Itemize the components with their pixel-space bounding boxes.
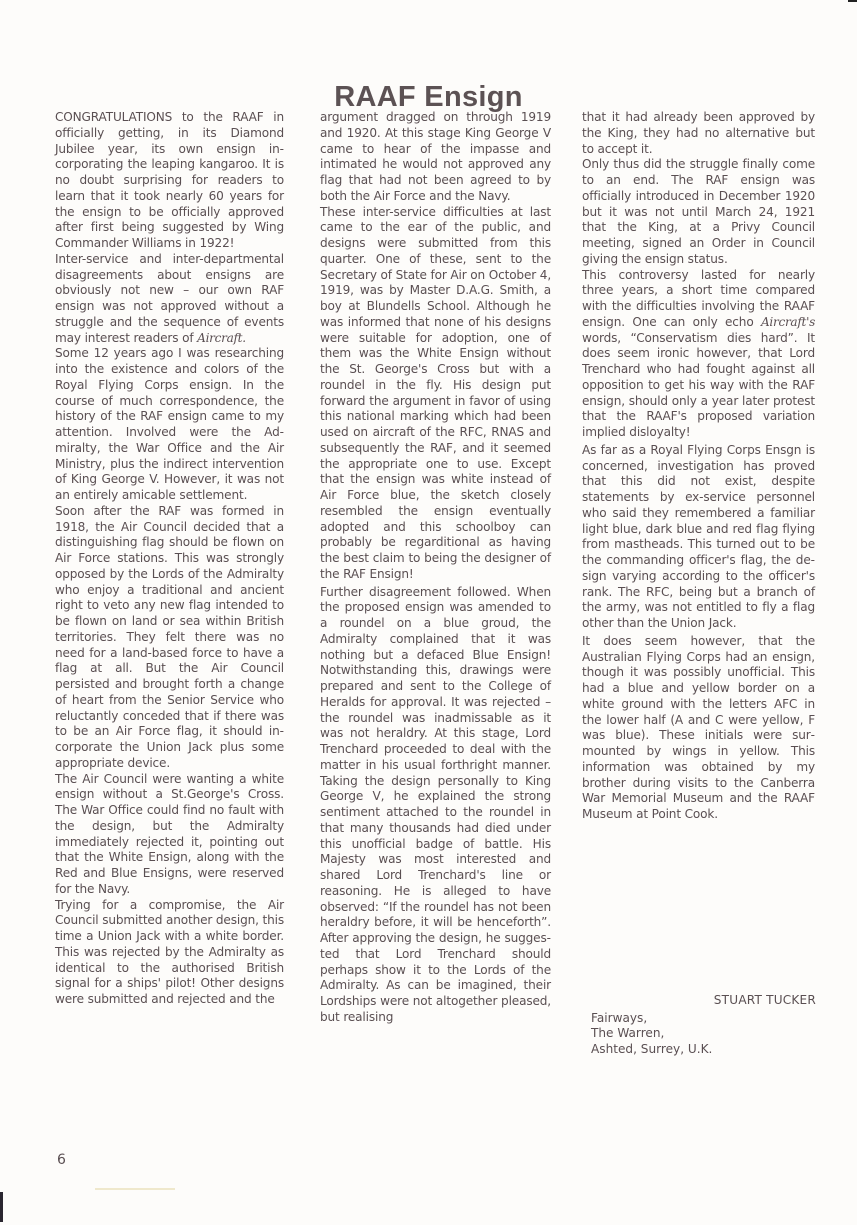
scan-edge-bar bbox=[0, 1192, 3, 1222]
paragraph: Only thus did the struggle finally come to an end. The RAF ensign was officially introduced in December 1920 but it was not until March 24, 1921 that the King, at a Privy Council meeting, signed an Order in Council giving the ensign status. bbox=[582, 157, 815, 266]
paragraph: These inter-service difficulties at last came to the ear of the public, and designs were submitted from this quarter. One of these, sent to the Secretary of State for Air on October 4, 1919, was by Master D.A.G. Smith, a boy at Blundells School. Although he was informed that none of his designs were suitable for adoption, one of them was the White Ensign without the St. George's Cross but with a roundel in the fly. His design put forward the argument in favor of using this national marking which had been used on aircraft of the RFC, RNAS and subsequently the RAF, and it seemed the appropriate one to use. Except that the ensign was white instead of Air Force blue, the sketch closely resembled the ensign eventually adopted and this schoolboy can probably be regarditional as having the best claim to being the designer of the RAF Ensign! bbox=[320, 204, 552, 581]
address-line: Fairways, bbox=[591, 1010, 648, 1025]
paragraph-text: This controversy lasted for nearly three years, a short time compared with the difficulties involving the RAAF ensign. One can only echo bbox=[582, 267, 815, 329]
scan-smudge bbox=[95, 1188, 175, 1190]
paragraph: Soon after the RAF was formed in 1918, the Air Council decided that a distinguishing flag should be flown on Air Force stations. This was strongly opposed by the Lords of the Admiralty who enjoy a traditional and ancient right to veto any new flag intended to be flown on land or sea within British territories. They felt there was no need for a land-based force to have a flag at all. But the Air Council persisted and brought forth a change of heart from the Senior Service who reluctantly conceded that if there was to be an Air Force flag, it should incorporate the Union Jack plus some appropriate device. bbox=[55, 503, 284, 770]
text-column-1 bbox=[55, 110, 284, 1008]
paragraph bbox=[55, 252, 284, 347]
paragraph: The Air Council were wanting a white ensign without a St.George's Cross. The War Office could find no fault with the design, but the Admiralty immediately rejected it, pointing out that the White Ensign, along with the Red and Blue Ensigns, were reserved for the Navy. bbox=[55, 771, 284, 896]
text-column-2 bbox=[320, 110, 551, 1026]
author-name: STUART TUCKER bbox=[713, 993, 816, 1007]
paragraph-text: Inter-service and inter-departmental disagreements about ensigns are obviously not new – our own RAF ensign was not approved without a struggle and the sequence of events may interest readers of bbox=[55, 251, 284, 345]
address-line: Ashted, Surrey, U.K. bbox=[591, 1041, 713, 1056]
page-number: 6 bbox=[57, 1152, 66, 1168]
magazine-name: Aircraft's bbox=[760, 314, 815, 329]
paragraph: CONGRATULATIONS to the RAAF in officially getting, in its Diamond Jubilee year, its own ensign incorporating the leaping kangaroo. It is no doubt surprising for readers to learn that it took nearly 60 years for the ensign to be officially approved after first being suggested by Wing Commander Williams in 1922! bbox=[55, 110, 284, 250]
paragraph: Further disagreement followed. When the proposed ensign was amended to a roundel on a blue groud, the Admiralty complained that it was nothing but a defaced Blue Ensign! Notwithstanding this, drawings were prepared and sent to the College of Heralds for approval. It was rejected – the roundel was inadmissable as it was not heraldry. At this stage, Lord Trenchard proceeded to deal with the matter in his usual forthright manner. Taking the design personally to King George V, he explained the strong sentiment attached to the roundel in that many thousands had died under this unofficial badge of battle. His Majesty was most interested and shared Lord Trenchard's line or reasoning. He is alleged to have observed: “If the roundel has not been heraldry before, it will be henceforth”. After approving the design, he suggested that Lord Trenchard should perhaps show it to the Lords of the Admiralty. As can be imagined, their Lordships were not altogether pleased, but realising bbox=[320, 584, 551, 1024]
paragraph-text: words, “Conservatism dies hard”. It does seem ironic however, that Lord Trenchard who had fought against all opposition to get his way with the RAF ensign, should only a year later protest that the RAAF's proposed variation implied disloyalty! bbox=[582, 330, 815, 439]
paragraph: Some 12 years ago I was researching into the existence and colors of the Royal Flying Corps ensign. In the course of much correspondence, the history of the RAF ensign came to my attention. Involved were the Admiralty, the War Office and the Air Ministry, plus the indirect intervention of King George V. However, it was not an entirely amicable settlement. bbox=[55, 346, 284, 502]
article-title: RAAF Ensign bbox=[334, 81, 523, 114]
paragraph: Trying for a compromise, the Air Council submitted another design, this time a Union Jack with a white border. This was rejected by the Admiralty as identical to the authorised British signal for a ships' pilot! Other designs were submitted and rejected and the bbox=[55, 897, 284, 1006]
paragraph: argument dragged on through 1919 and 1920. At this stage King George V came to hear of the impasse and intimated he would not approved any flag that had not been agreed to by both the Air Force and the Navy. bbox=[320, 110, 551, 203]
paragraph: that it had already been approved by the King, they had no alternative but to accept it. bbox=[582, 110, 815, 156]
scan-edge-mark bbox=[848, 0, 857, 2]
author-signature bbox=[591, 993, 816, 1057]
text-column-3 bbox=[582, 110, 815, 823]
magazine-name: Aircraft. bbox=[197, 330, 246, 345]
paragraph bbox=[582, 268, 815, 441]
paragraph: It does seem however, that the Australian Flying Corps had an ensign, though it was possibly unofficial. This had a blue and yellow border on a white ground with the letters AFC in the lower half (A and C were yellow, F was blue). These initials were surmounted by wings in yellow. This information was obtained by my brother during visits to the Canberra War Memorial Museum and the RAAF Museum at Point Cook. bbox=[582, 633, 815, 821]
paragraph: As far as a Royal Flying Corps Ensgn is concerned, investigation has proved that this did not exist, despite statements by ex-service personnel who said they remembered a familiar light blue, dark blue and red flag flying from mastheads. This turned out to be the commanding officer's flag, the design varying according to the officer's rank. The RFC, being but a branch of the army, was not entitled to fly a flag other than the Union Jack. bbox=[582, 442, 815, 630]
address-line: The Warren, bbox=[591, 1026, 665, 1041]
